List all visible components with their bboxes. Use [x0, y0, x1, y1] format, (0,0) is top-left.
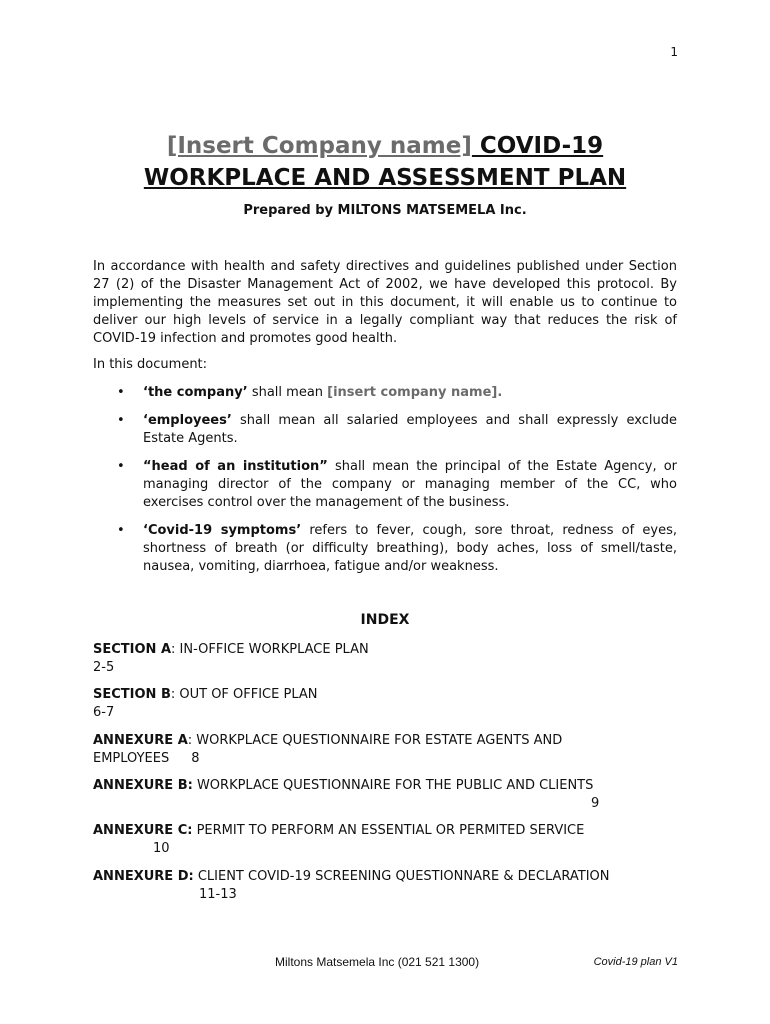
- index-entry-pages: 8: [191, 751, 200, 766]
- definition-text: refers to fever, cough, sore throat, redness of eyes, shortness of breath (or difficulty breathing), body aches, loss of smell/taste, nausea, vomiting, diarrhoea, fatigue and/or weakness.: [143, 523, 677, 574]
- index-entry-pages: 11-13: [199, 887, 237, 902]
- definition-term: ‘the company’: [143, 385, 248, 400]
- index-entry-text: WORKPLACE QUESTIONNAIRE FOR THE PUBLIC AND CLIENTS: [192, 778, 594, 793]
- title-line2: WORKPLACE AND ASSESSMENT PLAN: [143, 165, 627, 191]
- definitions-list: [93, 384, 677, 586]
- definition-item: [93, 458, 677, 512]
- index-entry-text: CLIENT COVID-19 SCREENING QUESTIONNARE & DECLARATION: [193, 869, 610, 884]
- definition-term: ‘employees’: [143, 413, 232, 428]
- definitions-lead: In this document:: [93, 357, 208, 372]
- index-entry-annexure-d: [93, 868, 677, 904]
- index-entry-label: SECTION A: [93, 642, 172, 657]
- index-entry-annexure-b: [93, 777, 677, 813]
- footer-company: Miltons Matsemela Inc (021 521 1300): [275, 955, 480, 969]
- footer-version: Covid-19 plan V1: [593, 956, 678, 968]
- definition-item: [93, 412, 677, 448]
- index-entry-label: ANNEXURE A: [93, 733, 188, 748]
- bullet-icon: •: [117, 413, 125, 428]
- title-line1-rest: COVID-19: [471, 133, 604, 159]
- index-entry-label: SECTION B: [93, 687, 171, 702]
- index-entry-section-b: [93, 686, 677, 722]
- index-entry-annexure-c: [93, 822, 677, 858]
- index-entry-label: ANNEXURE D:: [93, 869, 194, 884]
- index-entry-pages: 9: [591, 796, 600, 811]
- index-entry-text: : IN-OFFICE WORKPLACE PLAN: [171, 642, 369, 657]
- definition-text: shall mean all salaried employees and shall expressly exclude Estate Agents.: [143, 413, 677, 446]
- index-entry-label: ANNEXURE C:: [93, 823, 193, 838]
- bullet-icon: •: [117, 523, 125, 538]
- definition-item: [93, 522, 677, 576]
- page-number: 1: [670, 45, 678, 59]
- intro-paragraph: In accordance with health and safety directives and guidelines published under Section 27 (2) of the Disaster Management Act of 2002, we have developed this protocol. By implementing the measures set out in this document, it will enable us to continue to deliver our high levels of service in a legally compliant way that reduces the risk of COVID-19 infection and promotes good health.: [93, 259, 677, 346]
- title-company-placeholder: [Insert Company name]: [166, 133, 472, 159]
- index-entry-label: ANNEXURE B:: [93, 778, 193, 793]
- index-entry-pages: 6-7: [93, 705, 115, 720]
- definition-text: shall mean: [247, 385, 328, 400]
- index-entry-text: : OUT OF OFFICE PLAN: [170, 687, 318, 702]
- index-entry-text: PERMIT TO PERFORM AN ESSENTIAL OR PERMITED SERVICE: [192, 823, 585, 838]
- bullet-icon: •: [117, 385, 125, 400]
- document-title: [0, 130, 770, 194]
- index-entry-annexure-a: [93, 732, 623, 768]
- prepared-by: Prepared by MILTONS MATSEMELA Inc.: [243, 203, 527, 218]
- definition-term: “head of an institution”: [143, 459, 328, 474]
- bullet-icon: •: [117, 459, 125, 474]
- definition-term: ‘Covid-19 symptoms’: [143, 523, 302, 538]
- definition-placeholder: [insert company name].: [327, 385, 503, 400]
- index-entry-pages: 2-5: [93, 660, 115, 675]
- index-heading: INDEX: [360, 612, 410, 628]
- index-entry-text: : WORKPLACE QUESTIONNAIRE FOR ESTATE AGENTS AND EMPLOYEES: [93, 733, 563, 766]
- index-entry-pages: 10: [153, 841, 170, 856]
- index-entry-section-a: [93, 641, 677, 677]
- definition-item: [93, 384, 677, 402]
- definition-text: shall mean the principal of the Estate Agency, or managing director of the company or managing member of the CC, who exercises control over the management of the business.: [143, 459, 678, 510]
